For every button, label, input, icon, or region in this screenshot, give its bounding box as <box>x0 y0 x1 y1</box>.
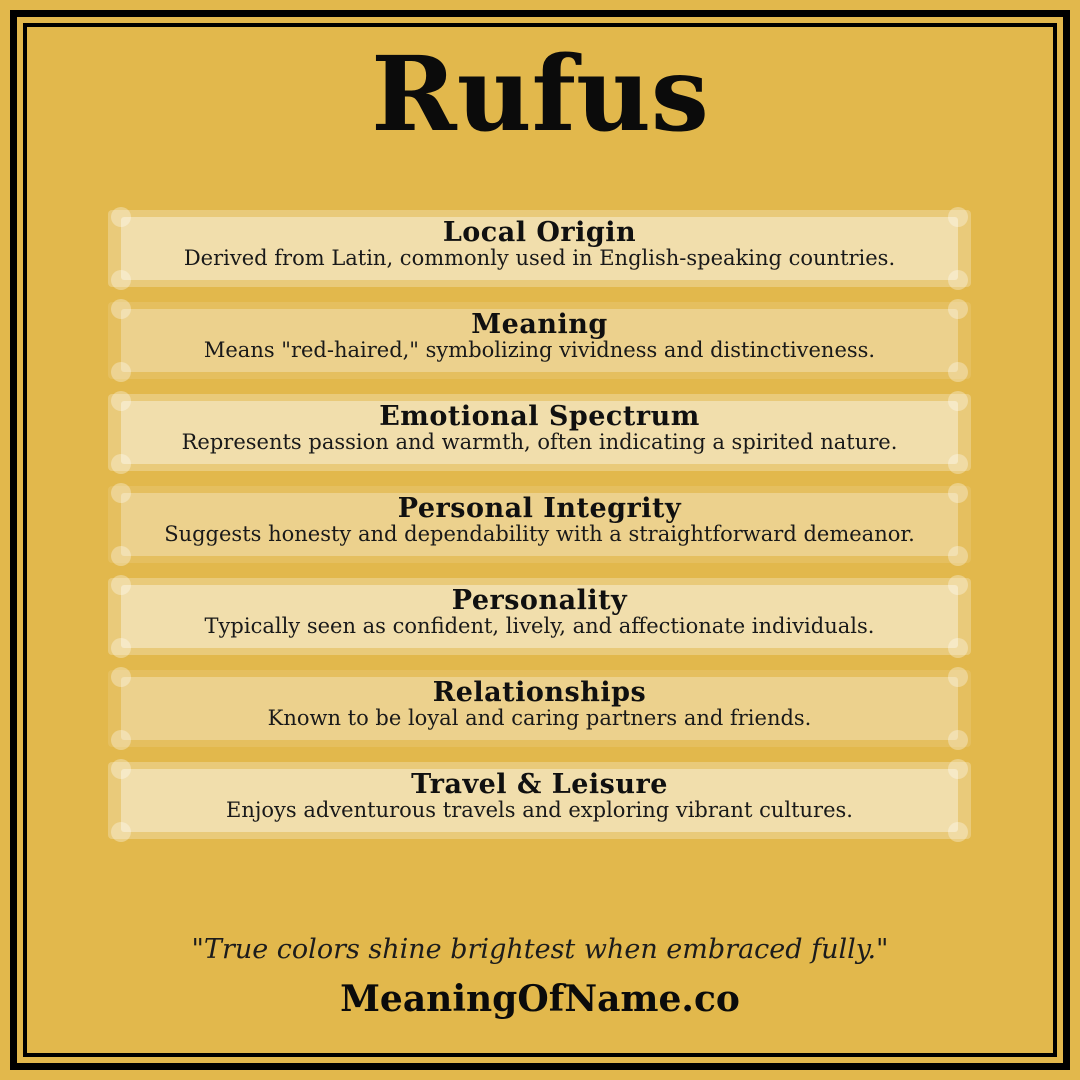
card-panel <box>121 677 958 740</box>
card-panel <box>121 585 958 648</box>
card-description: Means "red-haired," symbolizing vividness and distinctiveness. <box>203 338 876 362</box>
card-personality <box>108 578 971 655</box>
card-panel <box>121 309 958 372</box>
card-description: Represents passion and warmth, often indicating a spirited nature. <box>181 430 898 454</box>
card-description: Derived from Latin, commonly used in English-speaking countries. <box>183 246 896 270</box>
card-meaning <box>108 302 971 379</box>
name-title: Rufus <box>371 34 709 155</box>
card-title: Emotional Spectrum <box>379 401 700 432</box>
card-description: Typically seen as confident, lively, and affectionate individuals. <box>204 614 875 638</box>
card-panel <box>121 217 958 280</box>
card-title: Travel & Leisure <box>411 769 668 800</box>
card-title: Personal Integrity <box>397 493 682 524</box>
brand-name: MeaningOfName.co <box>340 978 740 1020</box>
card-emotional-spectrum <box>108 394 971 471</box>
card-panel <box>121 769 958 832</box>
card-description: Suggests honesty and dependability with a straightforward demeanor. <box>164 522 915 546</box>
card-title: Relationships <box>432 677 647 708</box>
card-panel <box>121 493 958 556</box>
card-travel-leisure <box>108 762 971 839</box>
card-panel <box>121 401 958 464</box>
card-local-origin <box>108 210 971 287</box>
info-card-list <box>108 210 971 854</box>
card-title: Meaning <box>471 309 608 340</box>
card-description: Enjoys adventurous travels and exploring vibrant cultures. <box>226 798 853 822</box>
card-title: Local Origin <box>442 217 637 248</box>
quote-text: "True colors shine brightest when embraced fully." <box>191 934 889 965</box>
card-relationships <box>108 670 971 747</box>
card-description: Known to be loyal and caring partners and friends. <box>267 706 812 730</box>
card-title: Personality <box>451 585 628 616</box>
card-personal-integrity <box>108 486 971 563</box>
